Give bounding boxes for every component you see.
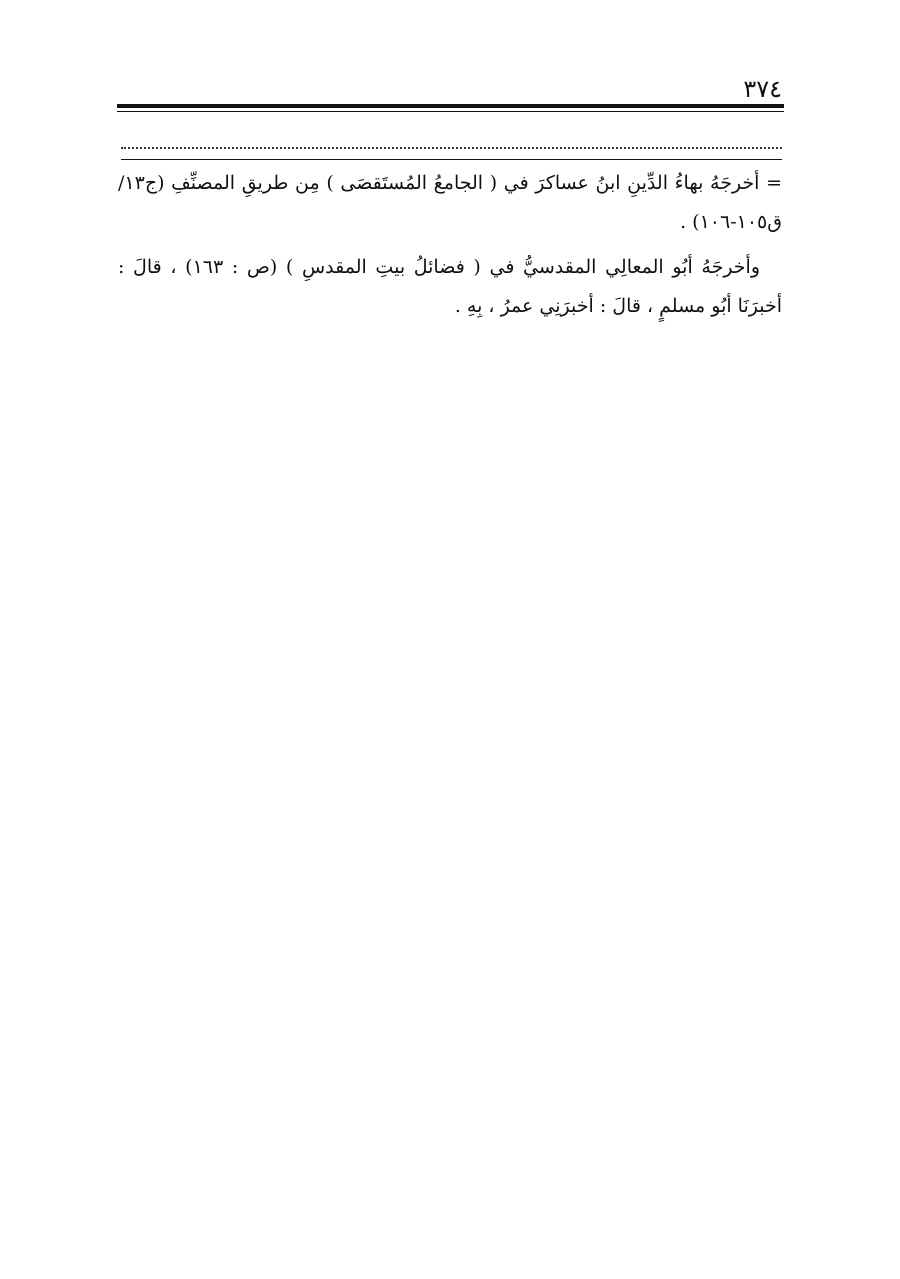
footnote-rule — [121, 159, 782, 160]
dotted-separator — [121, 147, 782, 149]
footnote-paragraph: = أخرجَهُ بهاءُ الدِّينِ ابنُ عساكرَ في ( الجامعُ المُستَقصَى ) مِن طريقِ المصنِّفِ (ج١٣/ ق١٠٥-١٠٦) . — [118, 172, 782, 233]
footnotes-block — [118, 164, 782, 326]
header-rule-thin — [117, 111, 784, 112]
footnote-paragraph: وأخرجَهُ أبُو المعالِي المقدسيُّ في ( فضائلُ بيتِ المقدسِ ) (ص : ١٦٣) ، قالَ : أخبرَنَا أبُو مسلمٍ ، قالَ : أخبرَنِي عمرُ ، بِهِ . — [118, 256, 782, 317]
page-number: ٣٧٤ — [743, 75, 782, 103]
header-rule-thick — [117, 104, 784, 108]
